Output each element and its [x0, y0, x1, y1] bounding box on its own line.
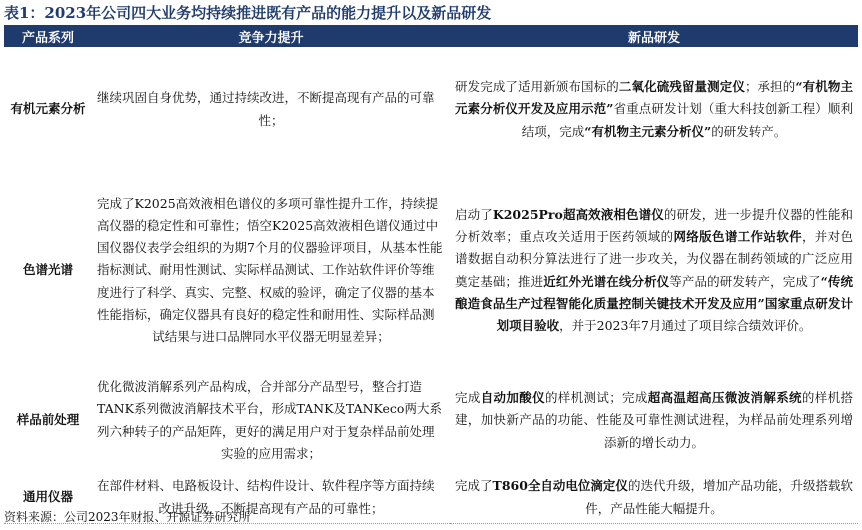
body-text: 的样机搭建，加快新产品的功能、性能及可靠性测试进程，为样品前处理系列增添新的增长动力。: [455, 390, 853, 450]
highlight-text: 网络版色谱工作站软件: [673, 229, 802, 245]
table-title: 表1：2023年公司四大业务均持续推进既有产品的能力提升以及新品研发: [4, 4, 492, 22]
table-row: [4, 172, 858, 370]
row-category: 有机元素分析: [4, 48, 92, 172]
row-category: 色谱光谱: [4, 172, 92, 370]
body-text: 完成: [455, 390, 481, 406]
highlight-text: “传统酿造食品生产过程智能化质量控制关键技术开发及应用”: [455, 273, 853, 311]
highlight-text: 超高温超高压微波消解系统: [647, 390, 802, 406]
body-text: ；承担的: [744, 79, 796, 95]
row-new-products: [450, 370, 858, 472]
body-text: ，并于2023年7月通过了项目综合绩效评价。: [559, 317, 812, 333]
body-text: 等产品的研发转产，完成了: [669, 273, 821, 289]
highlight-text: “有机物主元素分析仪”: [584, 123, 712, 139]
highlight-text: 自动加酸仪: [480, 390, 545, 406]
table-header-row: [4, 25, 858, 48]
row-category: 通用仪器: [4, 472, 92, 524]
body-text: 完成了: [455, 478, 493, 494]
body-text: 启动了: [455, 206, 493, 222]
highlight-text: 近红外光谱在线分析仪: [543, 273, 670, 289]
highlight-text: “有机物主元素分析仪开发及应用示范”: [455, 79, 853, 117]
header-competitiveness: 竞争力提升: [92, 25, 450, 48]
body-text: 的样机测试；完成: [544, 390, 648, 406]
row-category: 样品前处理: [4, 370, 92, 472]
row-competitiveness: 在部件材料、电路板设计、结构件设计、软件程序等方面持续改进升级，不断提高现有产品的可靠性；: [92, 472, 450, 524]
body-text: 省重点研发计划（重大科技创新工程）顺利结项，完成: [521, 101, 853, 139]
body-text: 研发完成了适用新颁布国标的: [455, 79, 619, 95]
row-new-products: [450, 172, 858, 370]
body-text: 的研发转产。: [711, 123, 787, 139]
highlight-text: K2025Pro超高效液相色谱仪: [492, 206, 664, 222]
highlight-text: 二氧化硫残留量测定仪: [618, 79, 745, 95]
header-new-products: 新品研发: [450, 25, 858, 48]
table-row: [4, 48, 858, 172]
row-new-products: [450, 48, 858, 172]
highlight-text: 国家重点研发计划项目验收: [496, 295, 853, 333]
row-new-products: [450, 472, 858, 524]
row-competitiveness: 优化微波消解系列产品构成，合并部分产品型号，整合打造TANK系列微波消解技术平台，形成TANK及TANKeco两大系列六种转子的产品矩阵，更好的满足用户对于复杂样品前处理实验的应用需求；: [92, 370, 450, 472]
header-product-series: 产品系列: [4, 25, 92, 48]
row-competitiveness: 继续巩固自身优势，通过持续改进，不断提高现有产品的可靠性；: [92, 48, 450, 172]
body-text: 的研发，进一步提升仪器的性能和分析效率；重点攻关适用于医药领域的: [455, 206, 853, 245]
highlight-text: T860全自动电位滴定仪: [492, 478, 628, 494]
source-note: 资料来源：公司2023年财报、开源证券研究所: [4, 510, 251, 524]
body-text: 的迭代升级，增加产品功能，升级搭载软件，产品性能大幅提升。: [585, 478, 853, 516]
body-text: ，并对色谱数据自动积分算法进行了进一步攻关，为仪器在制药领域的广泛应用奠定基础；推进: [455, 229, 853, 289]
product-table: [4, 25, 858, 524]
row-competitiveness: 完成了K2025高效液相色谱仪的多项可靠性提升工作，持续提高仪器的稳定性和可靠性；悟空K2025高效液相色谱仪通过中国仪器仪表学会组织的为期7个月的仪器验评项目，从基本性能指标测试、耐用性测试、实际样品测试、工作站软件评价等维度进行了科学、真实、完整、权威的验评，确定了仪器的基本性能指标，确定仪器具有良好的稳定性和耐用性、实际样品测试结果与进口品牌同水平仪器无明显差异；: [92, 172, 450, 370]
table-row: [4, 370, 858, 472]
